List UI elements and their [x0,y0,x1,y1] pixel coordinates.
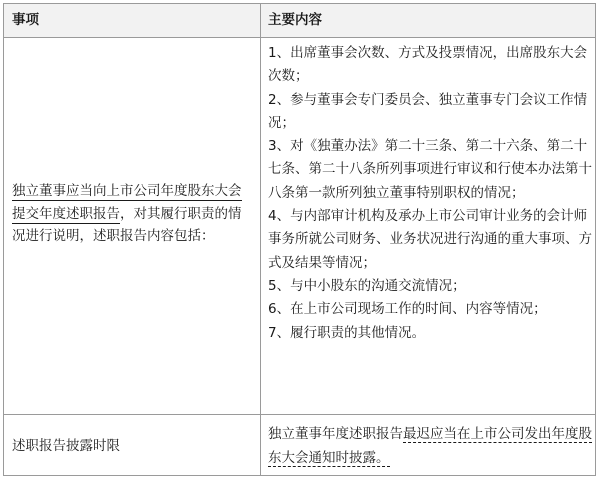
list-item: 2、参与董事会专门委员会、独立董事专门会议工作情况； [268,91,588,131]
list-item: 5、与中小股东的沟通交流情况； [268,277,466,294]
row1-content-list [268,42,593,345]
column-divider [260,4,261,475]
row1-matter-rest: ，对其履行职责的情况进行说明，述职报告内容包括： [12,205,242,244]
row2-content-cell [268,422,593,470]
row2-matter-cell: 述职报告披露时限 [12,438,120,454]
list-item: 4、与内部审计机构及承办上市公司审计业务的会计师事务所就公司财务、业务状况进行沟通的重大事项、方式及结果等情况； [268,208,592,271]
row2-content-plain: 独立董事年度述职报告 [268,426,403,442]
list-item: 3、对《独董办法》第二十三条、第二十六条、第二十七条、第二十八条所列事项进行审议和行使本办法第十八条第一款所列独立董事特别职权的情况； [268,138,592,201]
row-divider [4,414,595,415]
row1-matter-cell [12,180,252,248]
disclosure-table [3,3,596,476]
row2-content-underlined: 最迟应当在上市公司发出年度股东大会通知时披露。 [268,426,592,466]
table-header [4,4,595,38]
header-matter: 事项 [12,12,39,28]
list-item: 1、出席董事会次数、方式及投票情况，出席股东大会次数； [268,45,588,85]
list-item: 7、履行职责的其他情况。 [268,324,426,341]
list-item: 6、在上市公司现场工作的时间、内容等情况； [268,301,547,318]
header-content: 主要内容 [268,12,322,28]
row1-matter-underlined: 独立董事应当向上市公司年度股东大会提交年度述职报告 [12,183,242,222]
